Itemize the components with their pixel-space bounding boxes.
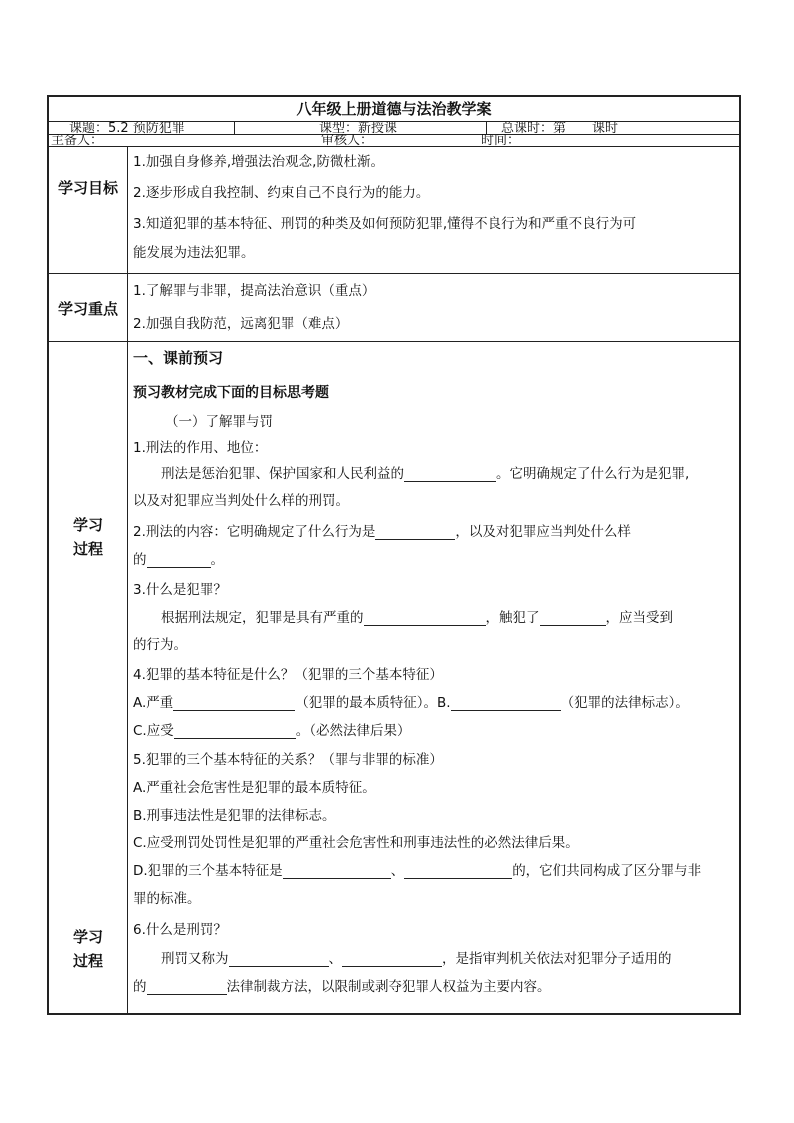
- goal-item: 能发展为违法犯罪。: [133, 245, 255, 261]
- fill-blank: [173, 696, 295, 711]
- fill-blank: [147, 553, 211, 568]
- total-hours-field: 总课时：第 课时: [501, 122, 619, 134]
- fill-blank: [364, 611, 486, 626]
- answer-line: A.严重社会危害性是犯罪的最本质特征。: [133, 780, 376, 796]
- fill-blank: [174, 724, 296, 739]
- question-2: 2.刑法的内容：它明确规定了什么行为是 ，以及对犯罪应当判处什么样: [133, 524, 631, 540]
- question-4: 4.犯罪的基本特征是什么？（犯罪的三个基本特征）: [133, 667, 443, 683]
- divider: [486, 121, 487, 134]
- answer-line: A.严重 （犯罪的最本质特征）。B. （犯罪的法律标志）。: [133, 695, 689, 711]
- answer-line: C.应受刑罚处罚性是犯罪的严重社会危害性和刑事违法性的必然法律后果。: [133, 835, 579, 851]
- answer-line: D.犯罪的三个基本特征是 、 的，它们共同构成了区分罪与非: [133, 863, 702, 879]
- lesson-plan-table: [47, 95, 741, 1015]
- answer-line: 刑法是惩治犯罪、保护国家和人民利益的 。它明确规定了什么行为是犯罪,: [161, 466, 690, 482]
- column-divider: [127, 146, 128, 1015]
- goal-item: 2.逐步形成自我控制、约束自己不良行为的能力。: [133, 185, 430, 201]
- process-label-bottom: 学习 过程: [72, 928, 103, 970]
- answer-line: 的行为。: [133, 637, 187, 653]
- keypoint-item: 1.了解罪与非罪，提高法治意识（重点）: [133, 283, 376, 299]
- goals-label: 学习目标: [57, 179, 118, 197]
- answer-line: 的 法律制裁方法，以限制或剥夺犯罪人权益为主要内容。: [133, 979, 551, 995]
- process-label-top: 学习 过程: [72, 516, 103, 558]
- fill-blank: [451, 696, 561, 711]
- goal-item: 1.加强自身修养,增强法治观念,防微杜渐。: [133, 154, 384, 170]
- process-content: [133, 345, 733, 1013]
- answer-line: 的 。: [133, 552, 224, 568]
- answer-line: 罪的标准。: [133, 891, 201, 907]
- topic-field: 课题：5.2 预防犯罪: [69, 122, 185, 134]
- part-heading: （一）了解罪与罚: [165, 414, 273, 430]
- lesson-type-field: 课型：新授课: [319, 122, 398, 134]
- question-5: 5.犯罪的三个基本特征的关系？（罪与非罪的标准）: [133, 752, 443, 768]
- keypoints-content: [133, 279, 733, 339]
- fill-blank: [404, 864, 512, 879]
- fill-blank: [229, 952, 329, 967]
- fill-blank: [342, 952, 442, 967]
- fill-blank: [540, 611, 606, 626]
- question-1: 1.刑法的作用、地位：: [133, 440, 268, 456]
- fill-blank: [375, 525, 455, 540]
- preparer-field: 主备人：: [51, 134, 104, 146]
- answer-line: B.刑事违法性是犯罪的法律标志。: [133, 808, 336, 824]
- answer-line: 刑罚又称为 、 ，是指审判机关依法对犯罪分子适用的: [161, 951, 672, 967]
- reviewer-field: 审核人：: [321, 134, 374, 146]
- time-field: 时间：: [481, 134, 521, 146]
- fill-blank: [283, 864, 391, 879]
- divider: [49, 273, 739, 274]
- document-title: 八年级上册道德与法治教学案: [296, 100, 492, 118]
- answer-line: C.应受 。（必然法律后果）: [133, 723, 411, 739]
- answer-line: 根据刑法规定，犯罪是具有严重的 ，触犯了 ，应当受到: [161, 610, 673, 626]
- goal-item: 3.知道犯罪的基本特征、刑罚的种类及如何预防犯罪,懂得不良行为和严重不良行为可: [133, 216, 637, 232]
- divider: [49, 146, 739, 147]
- divider: [234, 121, 235, 134]
- question-6: 6.什么是刑罚？: [133, 922, 227, 938]
- question-3: 3.什么是犯罪？: [133, 582, 227, 598]
- keypoints-label: 学习重点: [57, 300, 118, 318]
- keypoint-item: 2.加强自我防范，远离犯罪（难点）: [133, 316, 349, 332]
- section-heading: 一、课前预习: [133, 349, 224, 367]
- section-subheading: 预习教材完成下面的目标思考题: [133, 385, 329, 401]
- fill-blank: [147, 980, 227, 995]
- divider: [49, 341, 739, 342]
- answer-line: 以及对犯罪应当判处什么样的刑罚。: [133, 493, 349, 509]
- fill-blank: [404, 467, 496, 482]
- goals-content: [133, 150, 733, 270]
